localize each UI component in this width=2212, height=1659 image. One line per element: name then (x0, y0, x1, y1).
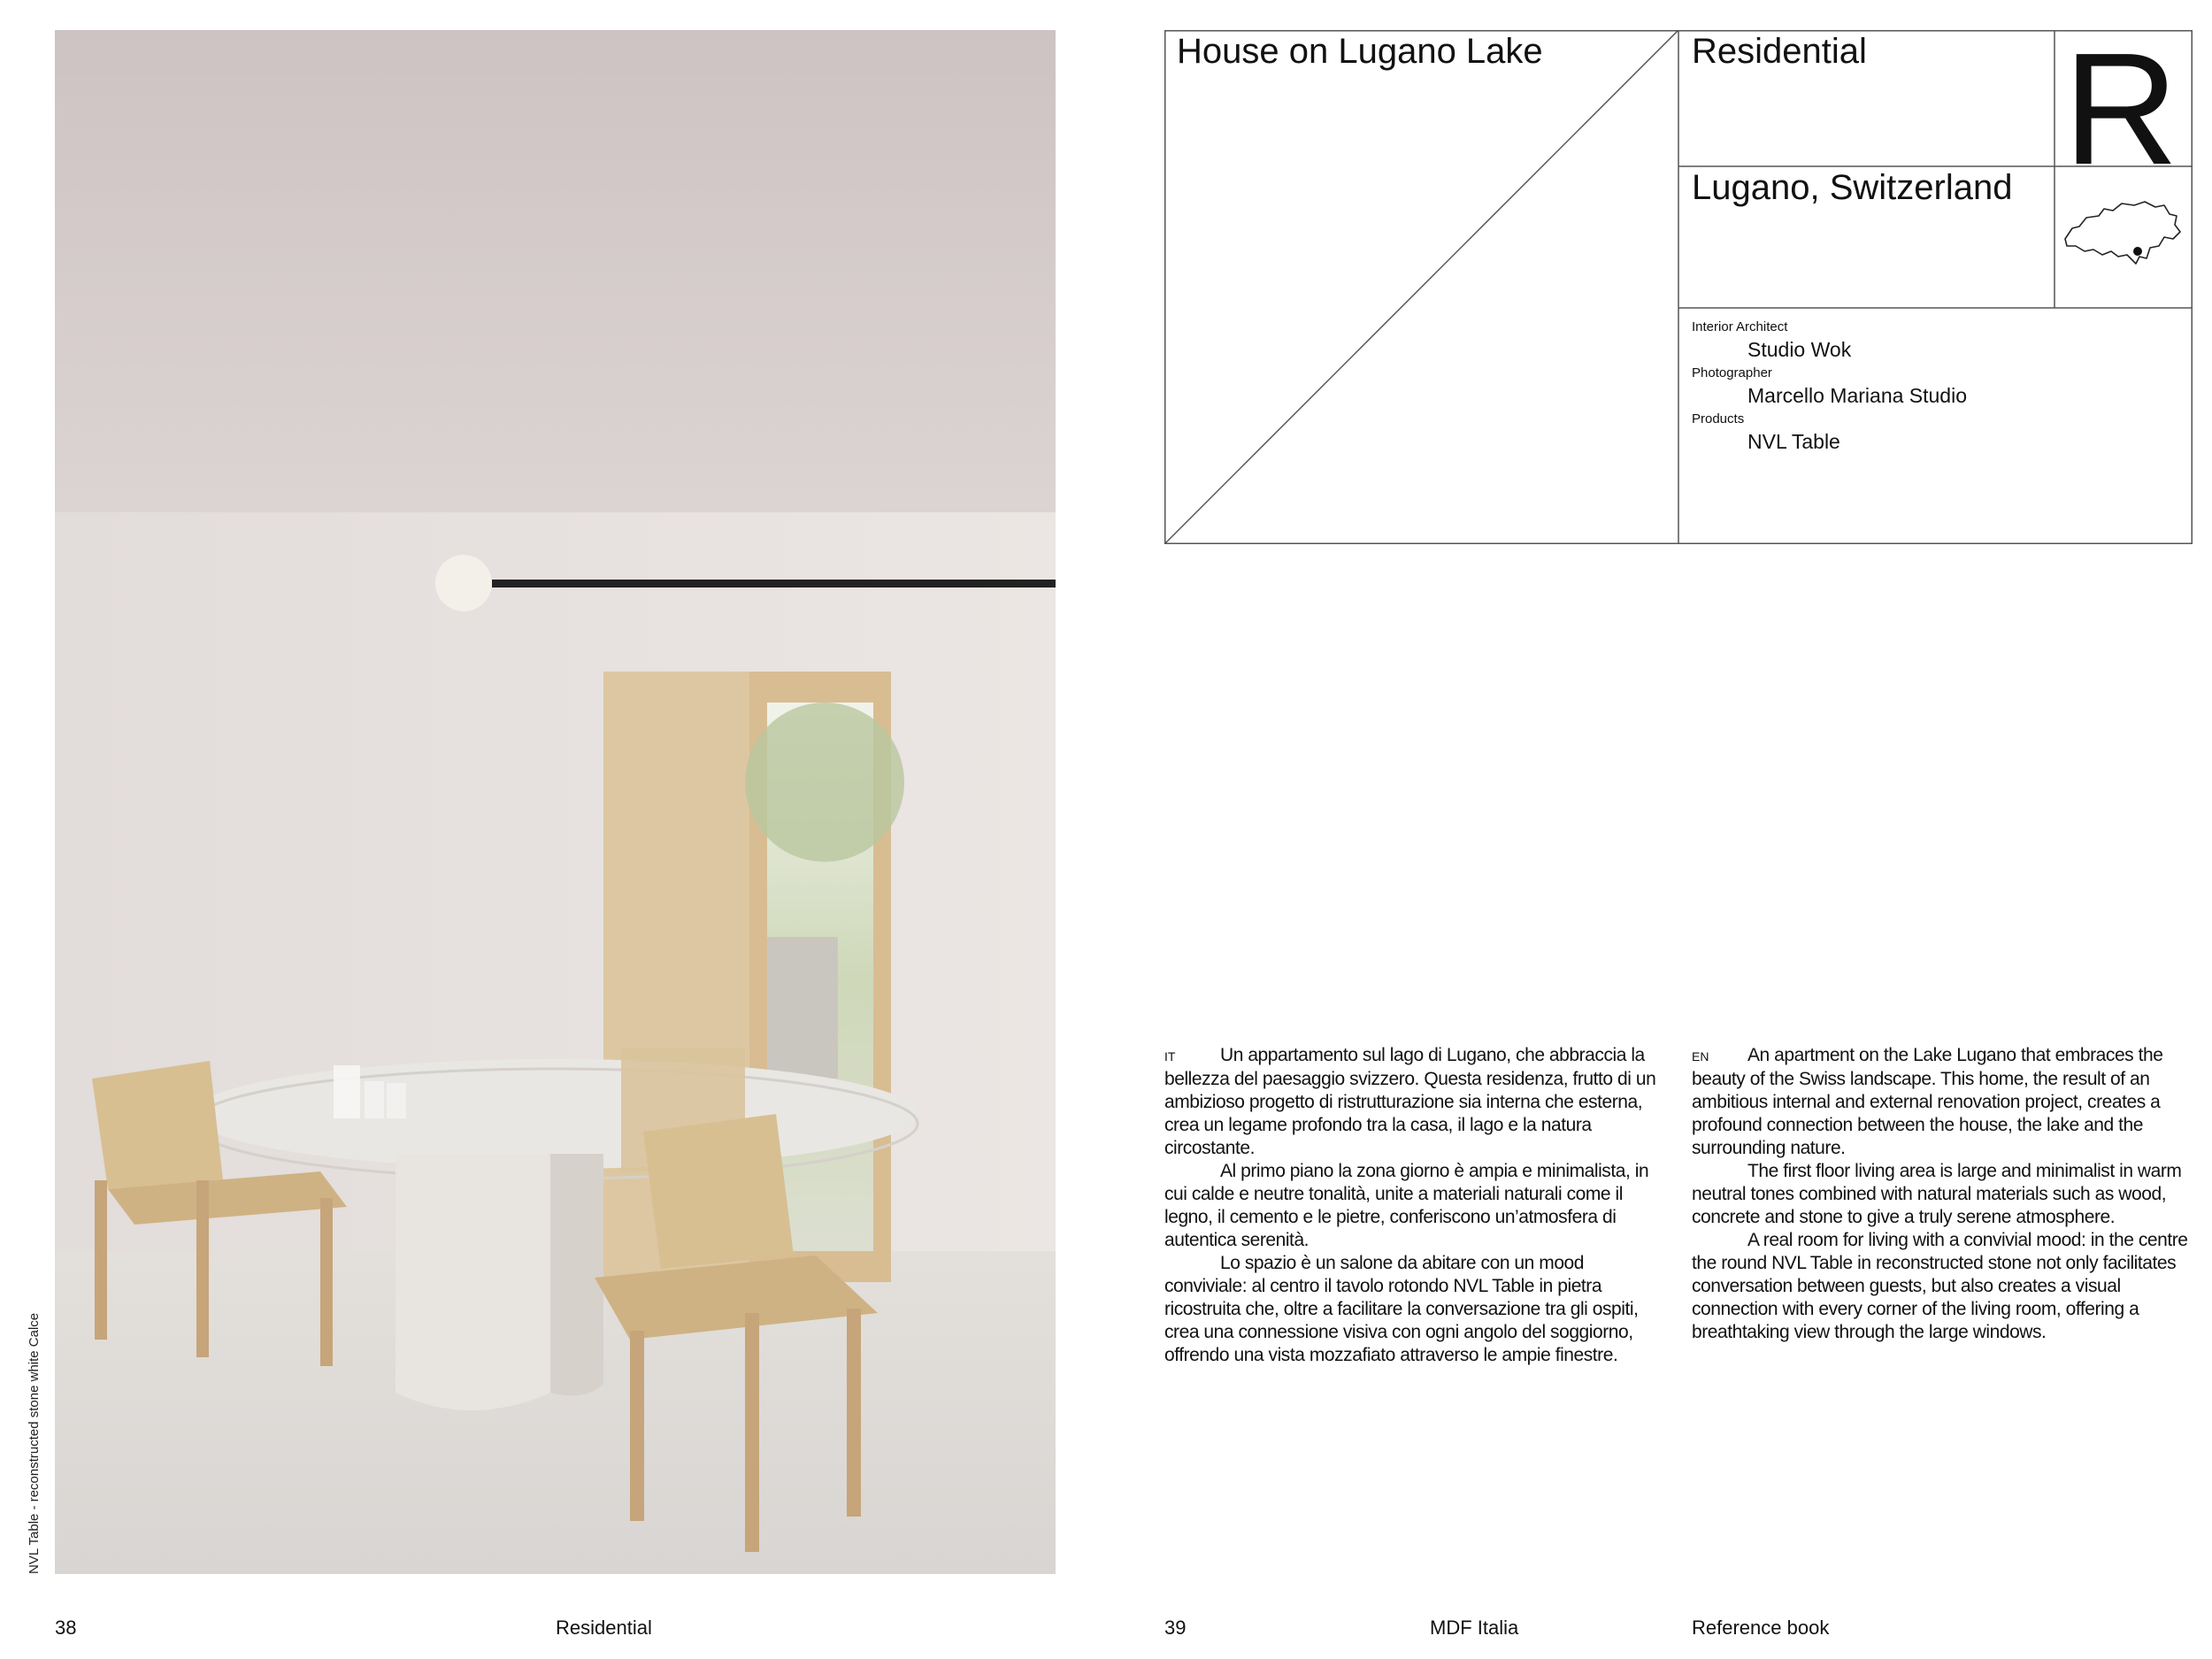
credit-value-products: NVL Table (1747, 430, 1840, 453)
en-paragraph-3: A real room for living with a convivial mood: in the centre the round NVL Table in reconstructed stone not only facilitates conversation between guests, but also creates a visual connection with every corner of the living room, offering a breathtaking view through the large windows. (1692, 1230, 2188, 1342)
switzerland-map-icon (2060, 193, 2184, 274)
credit-label-products: Products (1692, 411, 1745, 426)
location-label: Lugano, Switzerland (1692, 168, 2013, 207)
credits-list (1692, 319, 2170, 457)
grid-lines (1164, 20, 2193, 544)
photo-caption: NVL Table - reconstructed stone white Calce (27, 1312, 42, 1574)
it-paragraph-1: Un appartamento sul lago di Lugano, che abbraccia la bellezza del paesaggio svizzero. Questa residenza, frutto di un ambizioso progetto di ristrutturazione sia interna che esterna, crea un legame profondo tra la casa, il lago e la natura circostante. (1164, 1045, 1656, 1158)
it-paragraph-2: Al primo piano la zona giorno è ampia e minimalista, in cui calde e neutre tonalità, unite a materiali naturali come il legno, il cemento e le pietre, conferiscono un’atmosfera di autentica serenità. (1164, 1161, 1649, 1250)
project-info-grid (1164, 20, 2193, 544)
project-title: House on Lugano Lake (1177, 32, 1543, 71)
en-paragraph-1: An apartment on the Lake Lugano that embraces the beauty of the Swiss landscape. This home, the result of an ambitious internal and external renovation project, creates a profound connection between the house, the lake and the surrounding nature. (1692, 1045, 2163, 1158)
dining-room-illustration (55, 30, 1056, 1574)
page-number-left: 38 (55, 1617, 77, 1639)
body-text-english (1692, 1044, 2193, 1344)
page-number-right: 39 (1164, 1617, 1187, 1639)
credit-label-architect: Interior Architect (1692, 319, 1788, 334)
language-tag-en: EN (1692, 1049, 1709, 1064)
publication-label: Reference book (1692, 1617, 1830, 1639)
body-text-italian (1164, 1044, 1665, 1367)
brand-label: MDF Italia (1430, 1617, 1519, 1639)
credit-label-photographer: Photographer (1692, 365, 1772, 380)
interior-photo (55, 30, 1056, 1574)
credit-value-photographer: Marcello Mariana Studio (1747, 384, 1968, 407)
language-tag-it: IT (1164, 1049, 1176, 1064)
credit-value-architect: Studio Wok (1747, 338, 1852, 361)
category-label: Residential (1692, 32, 1867, 71)
it-paragraph-3: Lo spazio è un salone da abitare con un mood conviviale: al centro il tavolo rotondo NVL Table in pietra ricostruita che, oltre a facilitare la conversazione tra gli ospiti, crea una connessione visiva con ogni angolo del soggiorno, offrendo una vista mozzafiato attraverso le ampie finestre. (1164, 1253, 1639, 1365)
section-label-left: Residential (556, 1617, 652, 1639)
category-initial: R (2063, 20, 2178, 198)
en-paragraph-2: The first floor living area is large and minimalist in warm neutral tones combined with natural materials such as wood, concrete and stone to give a truly serene atmosphere. (1692, 1161, 2182, 1227)
